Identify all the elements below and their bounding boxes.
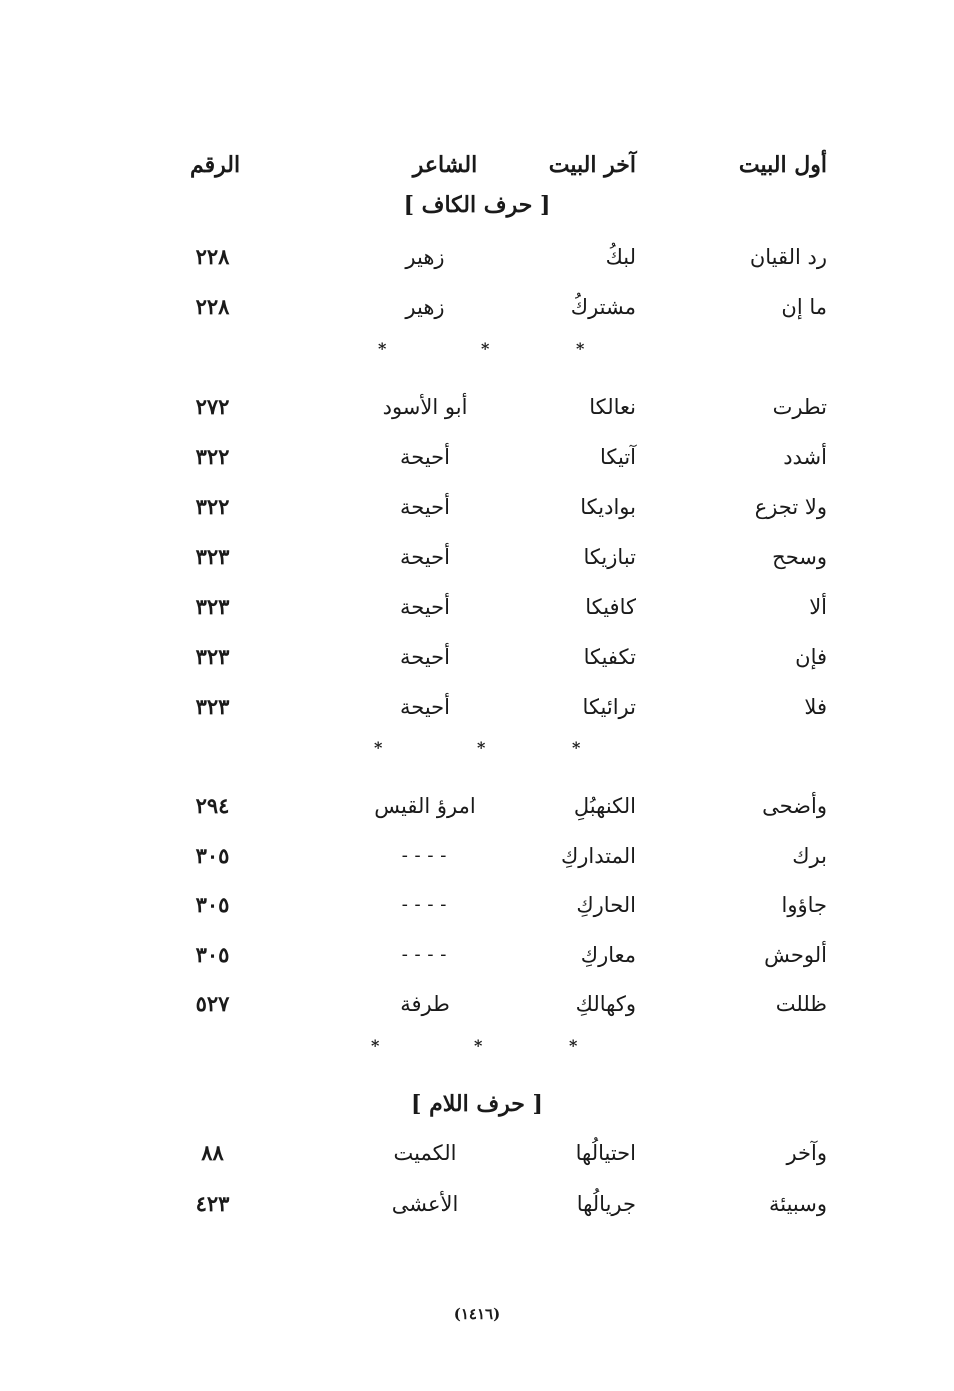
row-number: ٢٩٤ (195, 793, 230, 818)
row-number: ٣٠٥ (195, 942, 230, 967)
row-number: ٣٢٢ (195, 444, 230, 469)
row-last-verse: جريالُها (576, 1192, 636, 1216)
separator-stars (0, 733, 954, 763)
row-first-verse: ما إن (781, 295, 827, 319)
row-number: ٢٧٢ (195, 394, 230, 419)
row-number: ٣٢٣ (195, 694, 230, 719)
row-last-verse: كافيكا (585, 595, 636, 619)
table-row (0, 1184, 954, 1224)
separator-star: * (374, 738, 383, 757)
row-poet: زهير (405, 245, 445, 269)
row-first-verse: برك (792, 844, 827, 868)
separator-star: * (477, 738, 486, 757)
row-poet: أحيحة (400, 595, 450, 619)
separator-star: * (481, 339, 490, 358)
table-row (0, 237, 954, 277)
table-row (0, 935, 954, 975)
row-poet: أحيحة (400, 645, 450, 669)
table-row (0, 836, 954, 876)
separator-star: * (371, 1036, 380, 1055)
row-number: ٤٢٣ (195, 1191, 230, 1216)
row-last-verse: آتيكا (599, 445, 636, 469)
header-number: الرقم (189, 152, 241, 178)
row-first-verse: وآخر (786, 1141, 827, 1165)
row-last-verse: نعالكا (589, 395, 636, 419)
row-first-verse: تطرت (772, 395, 827, 419)
section-kaf-label: [ حرف الكاف ] (403, 192, 551, 218)
row-first-verse: وسبيئة (768, 1192, 827, 1216)
row-number: ٢٢٨ (195, 244, 230, 269)
row-first-verse: ألا (809, 595, 827, 619)
row-poet: أبو الأسود (382, 395, 468, 419)
row-number: ٥٢٧ (195, 991, 230, 1016)
row-number: ٨٨ (201, 1140, 224, 1165)
row-poet: ---- (399, 894, 451, 915)
row-poet: الكميت (393, 1141, 457, 1165)
separator-star: * (569, 1036, 578, 1055)
row-poet: طرفة (400, 992, 450, 1016)
row-poet: ---- (399, 944, 451, 965)
row-last-verse: وكهالكِ (575, 992, 636, 1016)
separator-stars (0, 334, 954, 364)
row-poet: زهير (405, 295, 445, 319)
separator-stars (0, 1031, 954, 1061)
table-row (0, 1133, 954, 1173)
section-title-lam (0, 1084, 954, 1124)
row-number: ٣٠٥ (195, 892, 230, 917)
separator-star: * (378, 339, 387, 358)
row-first-verse: ألوحش (764, 943, 827, 967)
row-poet: امرؤ القيس (374, 794, 476, 818)
table-row (0, 437, 954, 477)
row-first-verse: جاؤوا (781, 893, 827, 917)
row-number: ٣٢٣ (195, 544, 230, 569)
row-first-verse: رد القيان (749, 245, 827, 269)
row-last-verse: ترائيكا (582, 695, 636, 719)
row-poet: أحيحة (400, 545, 450, 569)
row-first-verse: فلا (804, 695, 827, 719)
row-first-verse: فإن (795, 645, 827, 669)
page-number: (١٤١٦) (453, 1305, 501, 1323)
row-poet: ---- (399, 845, 451, 866)
table-row (0, 637, 954, 677)
row-number: ٣٠٥ (195, 843, 230, 868)
row-first-verse: ولا تجزع (754, 495, 827, 519)
row-first-verse: وأضحى (762, 794, 827, 818)
table-row (0, 984, 954, 1024)
table-row (0, 885, 954, 925)
row-poet: أحيحة (400, 695, 450, 719)
table-row (0, 487, 954, 527)
row-number: ٣٢٣ (195, 644, 230, 669)
row-last-verse: الكنهبُلِ (573, 794, 636, 818)
header-first-verse: أول البيت (738, 152, 827, 178)
separator-star: * (576, 339, 585, 358)
separator-star: * (572, 738, 581, 757)
separator-star: * (474, 1036, 483, 1055)
row-last-verse: المتداركِ (560, 844, 636, 868)
header-last-verse: آخر البيت (548, 152, 636, 178)
row-last-verse: لبكُ (605, 245, 636, 269)
row-number: ٢٢٨ (195, 294, 230, 319)
row-last-verse: الحاركِ (576, 893, 636, 917)
row-number: ٣٢٣ (195, 594, 230, 619)
row-last-verse: تكفيكا (583, 645, 636, 669)
table-row (0, 587, 954, 627)
row-last-verse: بواديكا (580, 495, 636, 519)
table-header (0, 145, 954, 185)
row-poet: الأعشى (391, 1192, 459, 1216)
row-number: ٣٢٢ (195, 494, 230, 519)
table-row (0, 537, 954, 577)
section-lam-label: [ حرف اللام ] (411, 1091, 543, 1117)
row-first-verse: وسحح (772, 545, 827, 569)
table-row (0, 387, 954, 427)
row-poet: أحيحة (400, 445, 450, 469)
row-first-verse: أشدد (783, 445, 827, 469)
row-last-verse: احتيالُها (575, 1141, 636, 1165)
table-row (0, 786, 954, 826)
row-last-verse: مشتركُ (570, 295, 636, 319)
table-row (0, 687, 954, 727)
row-last-verse: معاركِ (580, 943, 636, 967)
table-row (0, 287, 954, 327)
row-first-verse: ظللت (775, 992, 827, 1016)
row-last-verse: تبازيكا (583, 545, 636, 569)
section-title-kaf (0, 185, 954, 225)
header-poet: الشاعر (412, 152, 478, 178)
row-poet: أحيحة (400, 495, 450, 519)
